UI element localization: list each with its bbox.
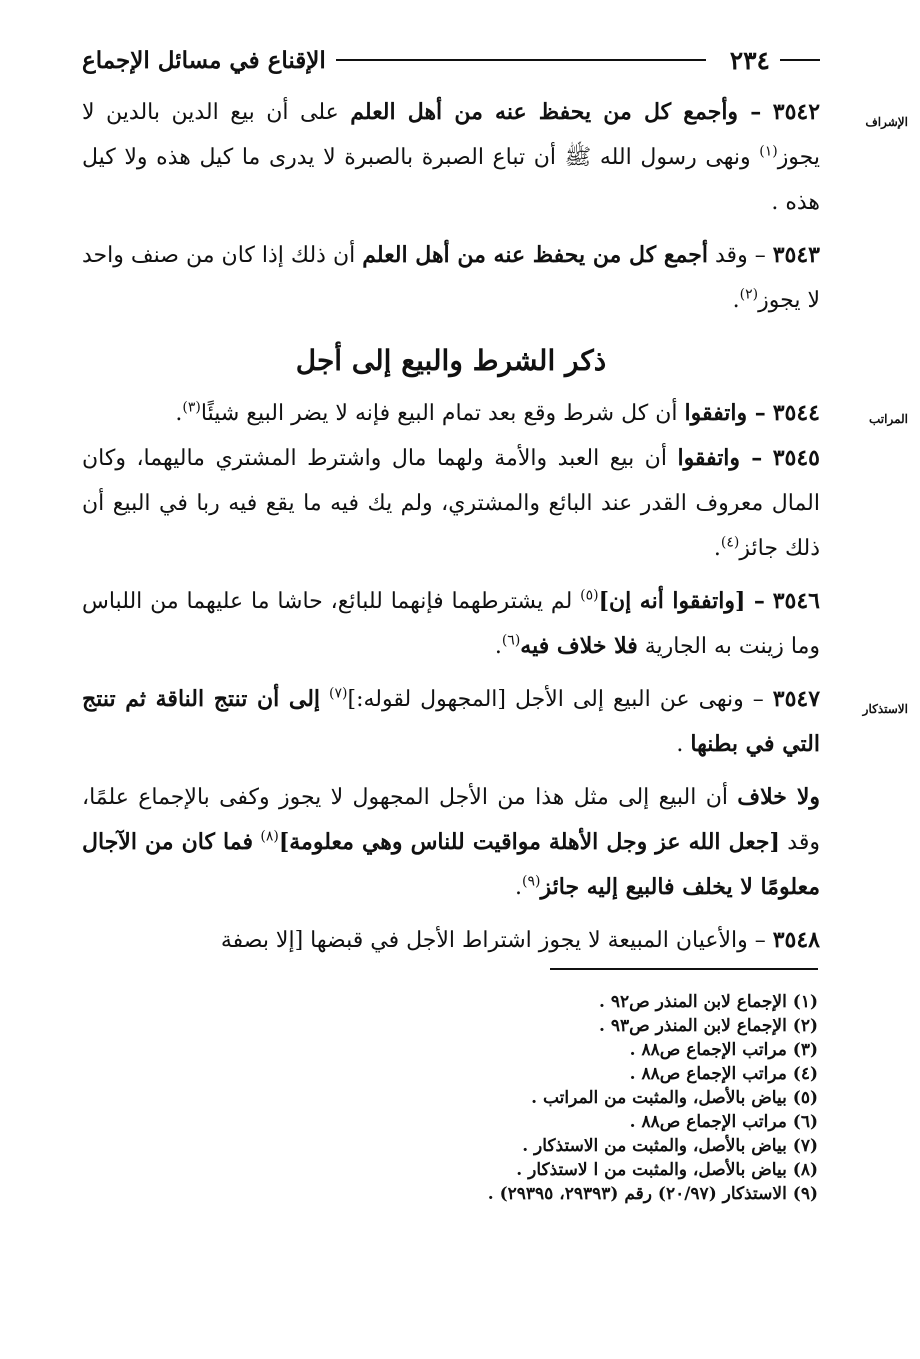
punctuation: . — [515, 875, 523, 900]
margin-label-maratib: المراتب — [868, 412, 908, 426]
paragraph-3547 — [82, 677, 908, 767]
running-header — [82, 40, 820, 80]
bold-phrase: فما كان من الآجال معلومًا لا يخلف فالبيع إليه جائز — [82, 829, 820, 900]
entry-number: ٣٥٤٧ — [772, 686, 821, 712]
paragraph-text: أن كل شرط وقع بعد تمام البيع فإنه لا يضر البيع شيئًا — [200, 401, 678, 426]
bold-phrase: أجمع كل من يحفظ عنه من أهل العلم — [362, 242, 708, 268]
footnote-ref: (٢) — [739, 286, 759, 303]
bold-phrase: [جعل الله عز وجل الأهلة مواقيت للناس وهي معلومة] — [278, 829, 780, 855]
footnote-item: (١) الإجماع لابن المنذر ص٩٢ . — [598, 992, 818, 1012]
bold-phrase: – وأجمع كل من يحفظ عنه من أهل العلم — [350, 99, 762, 125]
punctuation: . — [713, 536, 721, 561]
entry-number: ٣٥٤٤ — [772, 400, 820, 426]
paragraph-text: أن بيع العبد والأمة ولهما مال واشترط المشتري ماليهما، وكان المال معروف القدر عند البائع والمشتري، ولم يك فيه ما يقع فيه ربا في البيع أن ذلك جائز — [82, 446, 820, 561]
footnote-ref: (٩) — [522, 873, 541, 890]
footnote-ref: (٦) — [501, 632, 521, 649]
paragraph-3545 — [82, 436, 820, 571]
bold-phrase: – واتفقوا — [677, 445, 763, 471]
entry-number: ٣٥٤٣ — [772, 242, 820, 268]
footnote-item: (٦) مراتب الإجماع ص٨٨ . — [629, 1112, 818, 1132]
footnote-ref: (٥) — [580, 587, 599, 604]
paragraph-text: أن البيع إلى مثل هذا من الأجل المجهول لا يجوز وكفى بالإجماع علمًا، وقد — [82, 785, 820, 855]
footnote-item: (٤) مراتب الإجماع ص٨٨ . — [629, 1064, 818, 1084]
section-heading: ذكر الشرط والبيع إلى أجل — [295, 344, 607, 377]
footnotes — [82, 990, 818, 1206]
paragraph-3546 — [82, 579, 820, 669]
main-text — [82, 90, 908, 963]
footnote-item: (٢) الإجماع لابن المنذر ص٩٣ . — [598, 1016, 818, 1036]
footnote-item: (٣) مراتب الإجماع ص٨٨ . — [629, 1040, 818, 1060]
bold-phrase: – واتفقوا — [684, 400, 766, 426]
footnote-item: (٧) بياض بالأصل، والمثبت من الاستذكار . — [522, 1136, 818, 1156]
footnote-item: (٨) بياض بالأصل، والمثبت من ا لاستذكار . — [516, 1160, 818, 1180]
paragraph-text: – ونهى عن البيع إلى الأجل [المجهول لقوله:] — [347, 687, 764, 712]
book-title: الإقناع في مسائل الإجماع — [82, 46, 326, 74]
paragraph-text: – وقد — [715, 243, 766, 268]
punctuation: . — [676, 732, 684, 757]
paragraph-3542 — [82, 90, 908, 225]
margin-label-istidhkar: الاستذكار — [862, 702, 908, 716]
bold-phrase: إلى أن تنتج الناقة ثم تنتج التي في بطنها — [82, 686, 820, 757]
paragraph-text: على أن بيع الدين بالدين لا يجوز — [82, 100, 821, 170]
entry-number: ٣٥٤٥ — [772, 445, 820, 471]
footnote-separator — [550, 968, 818, 970]
footnote-ref: (٨) — [260, 828, 279, 845]
entry-number: ٣٥٤٢ — [772, 99, 821, 125]
footnote-ref: (٣) — [182, 399, 201, 416]
footnote-item: (٥) بياض بالأصل، والمثبت من المراتب . — [531, 1088, 818, 1108]
paragraph-text: ونهى رسول الله ﷺ أن تباع الصبرة بالصبرة لا يدرى ما كيل هذه ولا كيل هذه . — [82, 145, 820, 215]
punctuation: . — [494, 634, 502, 659]
punctuation: . — [732, 288, 740, 313]
paragraph-text: لم يشترطهما فإنهما للبائع، حاشا ما عليهما من اللباس وما زينت به الجارية — [82, 589, 820, 659]
paragraph-text: – والأعيان المبيعة لا يجوز اشتراط الأجل في قبضها [إلا بصفة — [220, 928, 766, 953]
paragraph-3543 — [82, 233, 820, 323]
header-dash — [780, 59, 820, 61]
margin-label-ishraf: الإشراف — [865, 115, 908, 129]
entry-number: ٣٥٤٨ — [772, 927, 820, 953]
paragraph-no-khilaf — [82, 775, 820, 910]
paragraph-3548 — [82, 918, 820, 963]
page-number: ٢٣٤ — [729, 45, 770, 75]
bold-phrase: – [واتفقوا أنه إن] — [598, 588, 765, 614]
paragraph-text: أن ذلك إذا كان من صنف واحد لا يجوز — [82, 243, 820, 313]
header-rule — [336, 59, 706, 61]
footnote-ref: (٤) — [720, 534, 740, 551]
bold-phrase: فلا خلاف فيه — [520, 633, 638, 659]
entry-number: ٣٥٤٦ — [772, 588, 820, 614]
footnote-item: (٩) الاستذكار (٢٠/٩٧) رقم (٢٩٣٩٣، ٢٩٣٩٥) . — [487, 1184, 818, 1204]
punctuation: . — [175, 401, 183, 426]
bold-phrase: ولا خلاف — [737, 784, 820, 810]
paragraph-3544 — [82, 391, 908, 436]
footnote-ref: (٧) — [329, 685, 348, 702]
footnote-ref: (١) — [759, 143, 778, 160]
